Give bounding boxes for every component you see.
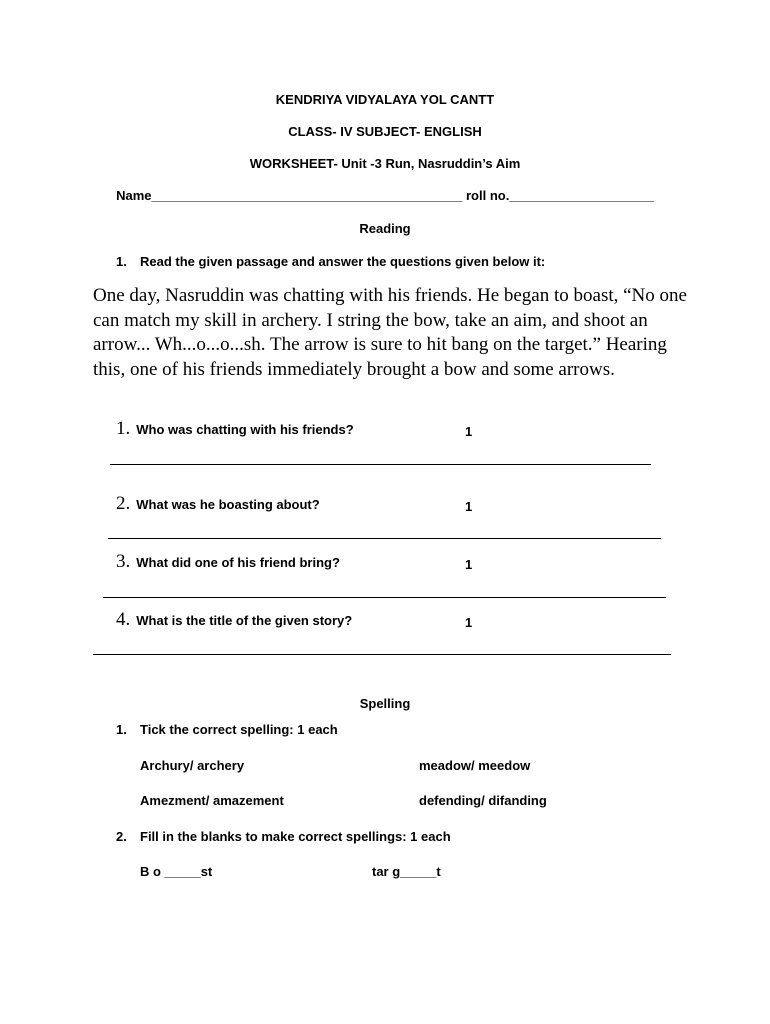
question-number: 4. xyxy=(116,609,131,630)
answer-line[interactable] xyxy=(108,538,661,539)
class-subject: CLASS- IV SUBJECT- ENGLISH xyxy=(288,124,482,139)
question-2 xyxy=(116,493,320,515)
answer-line[interactable] xyxy=(103,597,666,598)
spelling-heading: Spelling xyxy=(359,696,411,711)
worksheet-title: WORKSHEET- Unit -3 Run, Nasruddin’s Aim xyxy=(249,156,521,171)
fill-blank-word[interactable]: B o _____st xyxy=(140,864,213,879)
question-marks: 1 xyxy=(465,424,473,439)
spelling-q2-text: Fill in the blanks to make correct spellings: 1 each xyxy=(140,829,451,844)
answer-line[interactable] xyxy=(110,464,651,465)
reading-heading: Reading xyxy=(359,221,411,236)
question-text: Who was chatting with his friends? xyxy=(136,422,354,437)
question-text: What was he boasting about? xyxy=(136,497,320,512)
question-text: What did one of his friend bring? xyxy=(136,555,340,570)
question-1 xyxy=(116,418,354,440)
spelling-option[interactable]: defending/ difanding xyxy=(419,793,547,808)
question-marks: 1 xyxy=(465,557,473,572)
question-number: 3. xyxy=(116,551,131,572)
reading-instruction: Read the given passage and answer the questions given below it: xyxy=(140,254,546,269)
spelling-option[interactable]: Archury/ archery xyxy=(140,758,245,773)
answer-line[interactable] xyxy=(93,654,671,655)
fill-blank-word[interactable]: tar g_____t xyxy=(372,864,441,879)
question-marks: 1 xyxy=(465,615,473,630)
spelling-q1-text: Tick the correct spelling: 1 each xyxy=(140,722,338,737)
question-text: What is the title of the given story? xyxy=(136,613,353,628)
reading-passage: One day, Nasruddin was chatting with his friends. He began to boast, “No one can match my skill in archery. I string the bow, take an aim, and shoot an arrow... Wh...o...o...sh. The arrow is sure to hit bang on the target.” Hearing this, one of his friends immediately brought a bow and some arrows. xyxy=(93,285,687,380)
name-roll-line: Name___________________________________________ roll no.____________________ xyxy=(116,188,654,203)
question-marks: 1 xyxy=(465,499,473,514)
question-number: 1. xyxy=(116,418,131,439)
question-number: 2. xyxy=(116,493,131,514)
spelling-option[interactable]: meadow/ meedow xyxy=(419,758,531,773)
spelling-q2-number: 2. xyxy=(116,829,127,844)
question-4 xyxy=(116,609,352,631)
instruction-number: 1. xyxy=(116,254,127,269)
spelling-q1-number: 1. xyxy=(116,722,127,737)
question-3 xyxy=(116,551,340,573)
school-name: KENDRIYA VIDYALAYA YOL CANTT xyxy=(275,92,495,107)
spelling-option[interactable]: Amezment/ amazement xyxy=(140,793,284,808)
